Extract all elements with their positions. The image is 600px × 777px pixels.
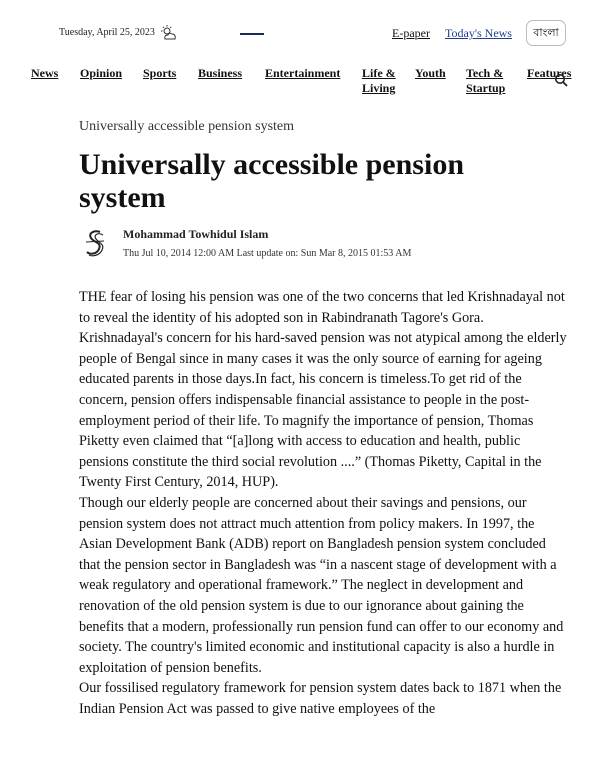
article-paragraph: THE fear of losing his pension was one of the two concerns that led Krishnadayal not to reveal the identity of his adopted son in Rabindranath Tagore's Gora. Krishnadayal's concern for his hard-saved pension was not atypical among the elderly people of Bengal since in many cases it was the only source of earning for ageing educated parents in those days.In fact, his concern is timeless.To get rid of the concern, pension offers indispensable financial assistance to people in the post-employment period of their life. To magnify the importance of pension, Thomas Piketty even claimed that “[a]long with access to education and health, public pensions constitute the third social revolution ....” (Thomas Piketty, Capital in the Twenty First Century, 2014, HUP).	[79, 289, 567, 491]
site-logo[interactable]	[240, 32, 264, 36]
todays-news-link[interactable]: Today's News	[445, 26, 512, 40]
article-paragraph: Though our elderly people are concerned about their savings and pensions, our pension system does not attract much attention from policy makers. In 1997, the Asian Development Bank (ADB) report on Bangladesh pension system concluded that the pension sector in Bangladesh was “in a nascent stage of development with a weak regulatory and operational framework.” The neglect in development and renovation of the old pension system is due to our ignorance about gaining the benefits that a modern, professionally run pension fund can offer to our economy and society. The country's limited economic and institutional capacity is also a hurdle in exploitation of pension benefits.	[79, 494, 564, 676]
nav-features[interactable]: Features	[527, 66, 572, 80]
breadcrumb[interactable]: Universally accessible pension system	[79, 119, 295, 134]
nav-business[interactable]: Business	[198, 66, 243, 80]
nav-entertainment[interactable]: Entertainment	[265, 66, 341, 80]
bangla-button[interactable]: বাংলা	[526, 20, 566, 46]
nav-sports[interactable]: Sports	[143, 66, 177, 80]
publish-meta: Thu Jul 10, 2014 12:00 AM Last update on: Sun Mar 8, 2015 01:53 AM	[123, 248, 412, 259]
top-bar	[0, 0, 600, 62]
nav-news[interactable]: News	[31, 66, 59, 80]
date-label: Tuesday, April 25, 2023	[59, 27, 155, 38]
nav-opinion[interactable]: Opinion	[80, 66, 123, 80]
nav-youth[interactable]: Youth	[415, 66, 446, 80]
article-body	[79, 287, 569, 719]
weather-icon	[160, 24, 178, 42]
author-name[interactable]: Mohammad Towhidul Islam	[123, 227, 269, 241]
author-logo-icon	[82, 228, 108, 258]
nav-life-living[interactable]: Life & Living	[362, 66, 396, 95]
search-icon[interactable]	[554, 73, 568, 87]
nav-tech-startup[interactable]: Tech & Startup	[466, 66, 506, 95]
article-paragraph: Our fossilised regulatory framework for pension system dates back to 1871 when the Indian Pension Act was passed to give native employees of the	[79, 680, 562, 717]
epaper-link[interactable]: E-paper	[392, 26, 430, 40]
page-title: Universally accessible pension system	[79, 148, 465, 214]
main-nav	[0, 62, 600, 102]
